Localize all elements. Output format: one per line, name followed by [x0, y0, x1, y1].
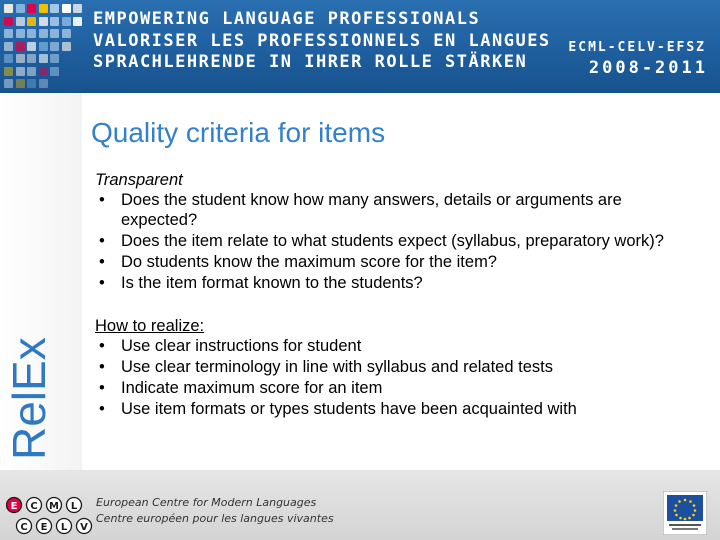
mosaic-square — [16, 17, 25, 26]
project-label: RelEx — [3, 337, 55, 460]
mosaic-square — [16, 54, 25, 63]
mosaic-square — [16, 67, 25, 76]
mosaic-square — [73, 17, 82, 26]
list-item-text: Use item formats or types students have been acquainted with — [121, 400, 577, 418]
mosaic-square — [50, 4, 59, 13]
headline-german: SPRACHLEHRENDE IN IHRER ROLLE STÄRKEN — [93, 52, 528, 72]
section-how-to-realize — [95, 316, 695, 419]
mosaic-square — [4, 42, 13, 51]
headline-french: VALORISER LES PROFESSIONNELS EN LANGUES — [93, 31, 551, 51]
list-item — [95, 378, 695, 398]
mosaic-square — [16, 42, 25, 51]
centre-name-french: Centre européen pour les langues vivantes — [96, 512, 334, 525]
mosaic-square — [4, 79, 13, 88]
list-item — [95, 231, 695, 251]
bullet-icon: • — [99, 358, 105, 376]
bullet-icon: • — [99, 337, 105, 355]
list-item — [95, 336, 695, 356]
ecml-logo-icon — [6, 492, 98, 538]
mosaic-square — [27, 4, 36, 13]
list-item-text: Is the item format known to the students? — [121, 274, 423, 292]
logo-letter: E — [40, 521, 48, 533]
logo-letters — [7, 498, 92, 534]
mosaic-square — [39, 4, 48, 13]
mosaic-square — [39, 42, 48, 51]
mosaic-square — [4, 67, 13, 76]
logo-letter: L — [60, 521, 68, 533]
realize-list — [95, 336, 695, 419]
logo-letter: V — [80, 521, 88, 533]
section-transparent — [95, 170, 695, 293]
bullet-icon: • — [99, 191, 105, 209]
list-item-text: Use clear terminology in line with syllabus and related tests — [121, 358, 553, 376]
list-item-text: Indicate maximum score for an item — [121, 379, 383, 397]
logo-letter: C — [20, 521, 28, 533]
list-item — [95, 252, 695, 272]
headline-english: EMPOWERING LANGUAGE PROFESSIONALS — [93, 9, 481, 29]
logo-letter: L — [70, 500, 78, 512]
logo-letter: C — [30, 500, 38, 512]
mosaic-square — [16, 79, 25, 88]
mosaic-square — [73, 4, 82, 13]
centre-name-english: European Centre for Modern Languages — [96, 496, 317, 509]
mosaic-square — [50, 54, 59, 63]
mosaic-square — [39, 54, 48, 63]
mosaic-square — [62, 4, 71, 13]
bullet-icon: • — [99, 400, 105, 418]
section-heading: Transparent — [95, 171, 183, 189]
mosaic-square — [62, 29, 71, 38]
council-of-europe-flag-icon — [663, 491, 707, 535]
bullet-icon: • — [99, 253, 105, 271]
slide-content — [95, 170, 695, 420]
bullet-icon: • — [99, 274, 105, 292]
list-item — [95, 399, 695, 419]
mosaic-square — [16, 4, 25, 13]
footer-bar — [0, 470, 720, 540]
list-item — [95, 190, 695, 230]
header-banner — [0, 0, 720, 93]
programme-years: 2008-2011 — [588, 58, 708, 78]
list-item-text: Use clear instructions for student — [121, 337, 362, 355]
mosaic-square — [39, 79, 48, 88]
logo-letter: M — [49, 500, 59, 512]
criteria-list — [95, 190, 695, 293]
mosaic-square — [27, 54, 36, 63]
mosaic-square — [39, 17, 48, 26]
mosaic-logo-icon — [0, 0, 86, 93]
mosaic-square — [39, 29, 48, 38]
logo-letter: E — [10, 500, 18, 512]
mosaic-square — [4, 29, 13, 38]
mosaic-square — [39, 67, 48, 76]
list-item-text: Does the student know how many answers, details or arguments are expected? — [121, 191, 622, 229]
mosaic-square — [4, 17, 13, 26]
list-item — [95, 357, 695, 377]
list-item-text: Do students know the maximum score for the item? — [121, 253, 497, 271]
ecml-acronyms: ECML-CELV-EFSZ — [568, 40, 706, 55]
list-item-text: Does the item relate to what students expect (syllabus, preparatory work)? — [121, 232, 664, 250]
mosaic-square — [50, 42, 59, 51]
mosaic-square — [4, 4, 13, 13]
mosaic-square — [27, 17, 36, 26]
mosaic-square — [27, 29, 36, 38]
mosaic-square — [50, 29, 59, 38]
mosaic-square — [4, 54, 13, 63]
mosaic-square — [62, 17, 71, 26]
mosaic-square — [50, 67, 59, 76]
slide-title: Quality criteria for items — [91, 117, 386, 148]
mosaic-square — [27, 79, 36, 88]
mosaic-square — [27, 42, 36, 51]
list-item — [95, 273, 695, 293]
bullet-icon: • — [99, 379, 105, 397]
mosaic-square — [50, 17, 59, 26]
mosaic-square — [27, 67, 36, 76]
bullet-icon: • — [99, 232, 105, 250]
section-heading: How to realize: — [95, 317, 205, 335]
mosaic-square — [16, 29, 25, 38]
mosaic-square — [62, 42, 71, 51]
